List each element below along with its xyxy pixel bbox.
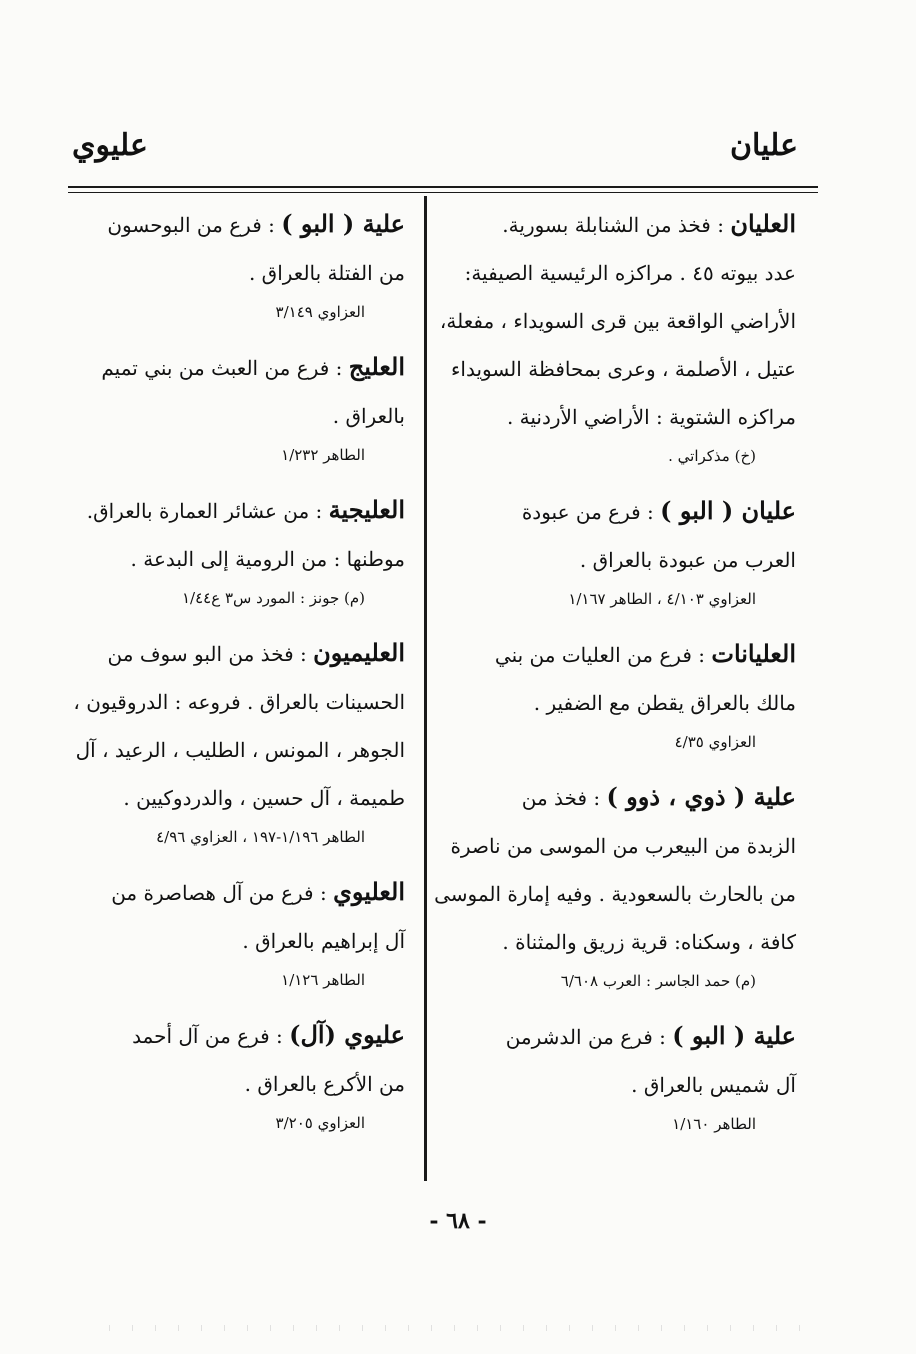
entry-text: موطنها : من الرومية إلى البدعة . [130,547,405,571]
entry-headword: علية ( البو ) [672,1021,796,1050]
entry-text: : فرع من الدشرمن [505,1025,673,1049]
dictionary-entry [70,200,405,327]
dictionary-entry [434,773,796,996]
entry-headword: العليج [348,352,405,381]
left-column [70,200,405,1138]
entry-text: آل إبراهيم بالعراق . [242,929,405,953]
entry-text: : من عشائر العمارة بالعراق. [86,499,329,523]
entry-text: العرب من عبودة بالعراق . [579,548,796,572]
entry-headword: العليانات [711,639,796,668]
entry-source: العزاوي ٣/٢٠٥ [275,1114,365,1132]
entry-source: (م) جونز : المورد س٣ ع١/٤٤ [182,589,365,607]
entry-text: : فرع من عبودة [521,500,661,524]
dictionary-entry [466,630,796,757]
entry-text: الحسينات بالعراق . فروعه : الدروقيون ، [73,690,405,714]
dictionary-entry [70,343,405,470]
entry-text: مالك بالعراق يقطن مع الضفير . [533,691,796,715]
entry-text: : فرع من آل هصاصرة من [111,881,334,905]
entry-source: العزاوي ٣/١٤٩ [275,303,365,321]
header-rule [68,186,818,188]
entry-source: الطاهر ١/١٦٠ [672,1115,756,1133]
entry-text: طميمة ، آل حسين ، والدردوكيين . [123,786,405,810]
entry-text: : فخذ من [521,786,607,810]
entry-text: : فرع من البوحسون [107,213,282,237]
column-divider [424,196,427,1181]
entry-headword: العليميون [313,638,405,667]
page-number: - ٦٨ - [429,1208,487,1234]
entry-headword: العليان [730,209,796,238]
entry-source: الطاهر ١/١٩٦-١٩٧ ، العزاوي ٤/٩٦ [156,828,365,846]
right-column [434,200,796,1139]
entry-text: الزبدة من البيعرب من الموسى من ناصرة [450,834,796,858]
entry-text: الأراضي الواقعة بين قرى السويداء ، مفعلة، [439,309,796,333]
header-rule-thin [68,192,818,193]
entry-text: عدد بيوته ٤٥ . مراكزه الرئيسية الصيفية: [464,261,796,285]
entry-text: كافة ، وسكناه: قرية زريق والمثناة . [502,930,796,954]
entry-text: من الأكرع بالعراق . [244,1072,405,1096]
entry-text: بالعراق . [332,404,405,428]
entry-source: (م) حمد الجاسر : العرب ٦/٦٠٨ [560,972,756,990]
scan-noise [100,1325,820,1331]
dictionary-entry [70,486,405,613]
dictionary-entry [466,487,796,614]
entry-source: الطاهر ١/١٢٦ [281,971,365,989]
entry-text: : فرع من العبث من بني تميم [101,356,349,380]
dictionary-entry [466,1012,796,1139]
entry-text: : فرع من آل أحمد [132,1024,290,1048]
dictionary-entry [70,1011,405,1138]
entry-text: : فخذ من البو سوف من [107,642,314,666]
dictionary-entry [70,629,405,852]
dictionary-entry [439,200,796,471]
entry-text: الجوهر ، المونس ، الطليب ، الرعيد ، آل [75,738,405,762]
dictionary-entry [70,868,405,995]
entry-headword: العليوي [333,877,405,906]
entry-text: عتيل ، الأصلمة ، وعرى بمحافظة السويداء [450,357,796,381]
entry-source: العزاوي ٤/١٠٣ ، الطاهر ١/١٦٧ [568,590,756,608]
entry-text: : فرع من العليات من بني [494,643,712,667]
running-header-right: عليان [729,128,798,163]
entry-headword: علية ( البو ) [281,209,405,238]
entry-source: (خ) مذكراتي . [668,447,756,465]
entry-headword: عليوي (آل) [289,1020,405,1049]
entry-source: العزاوي ٤/٣٥ [674,733,756,751]
entry-headword: العليجية [328,495,405,524]
entry-text: مراكزه الشتوية : الأراضي الأردنية . [506,405,796,429]
entry-headword: علية ( ذوي ، ذوو ) [606,782,796,811]
entry-text: من الفتلة بالعراق . [248,261,405,285]
entry-text: : فخذ من الشنابلة بسورية. [502,213,731,237]
entry-headword: عليان ( البو ) [660,496,796,525]
entry-text: من بالحارث بالسعودية . وفيه إمارة الموسى [434,882,796,906]
entry-text: آل شميس بالعراق . [631,1073,796,1097]
running-header-left: عليوي [72,128,148,163]
entry-source: الطاهر ١/٢٣٢ [281,446,365,464]
